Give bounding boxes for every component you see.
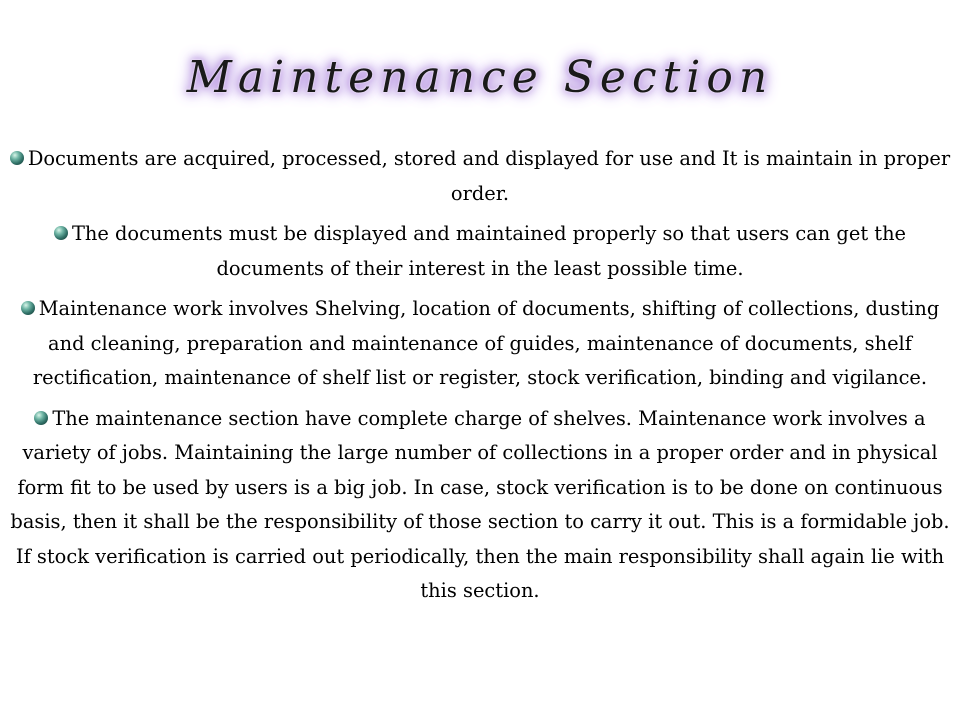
bullet-icon [54, 226, 68, 240]
bullet-paragraph-1 [8, 142, 952, 211]
paragraph-text: The maintenance section have complete charge of shelves. Maintenance work involves a variety of jobs. Maintaining the large number of collections in a proper order and in physical form fit to be used by users is a big job. In case, stock verification is to be done on continuous basis, then it shall be the responsibility of those section to carry it out. This is a formidable job. If stock verification is carried out periodically, then the main responsibility shall again lie with this section. [10, 406, 950, 602]
bullet-icon [21, 301, 35, 315]
paragraph-text: Maintenance work involves Shelving, location of documents, shifting of collections, dusting and cleaning, preparation and maintenance of guides, maintenance of documents, shelf rectification, maintenance of shelf list or register, stock verification, binding and vigilance. [32, 297, 940, 389]
bullet-paragraph-3 [8, 292, 952, 396]
bullet-icon [34, 411, 48, 425]
bullet-icon [10, 151, 24, 165]
paragraph-text: Documents are acquired, processed, stored and displayed for use and It is maintain in proper order. [27, 147, 951, 205]
slide-body [8, 142, 952, 615]
bullet-paragraph-4 [8, 402, 952, 609]
slide-title: Maintenance Section [186, 52, 774, 103]
paragraph-text: The documents must be displayed and maintained properly so that users can get the documents of their interest in the least possible time. [71, 222, 907, 280]
bullet-paragraph-2 [8, 217, 952, 286]
